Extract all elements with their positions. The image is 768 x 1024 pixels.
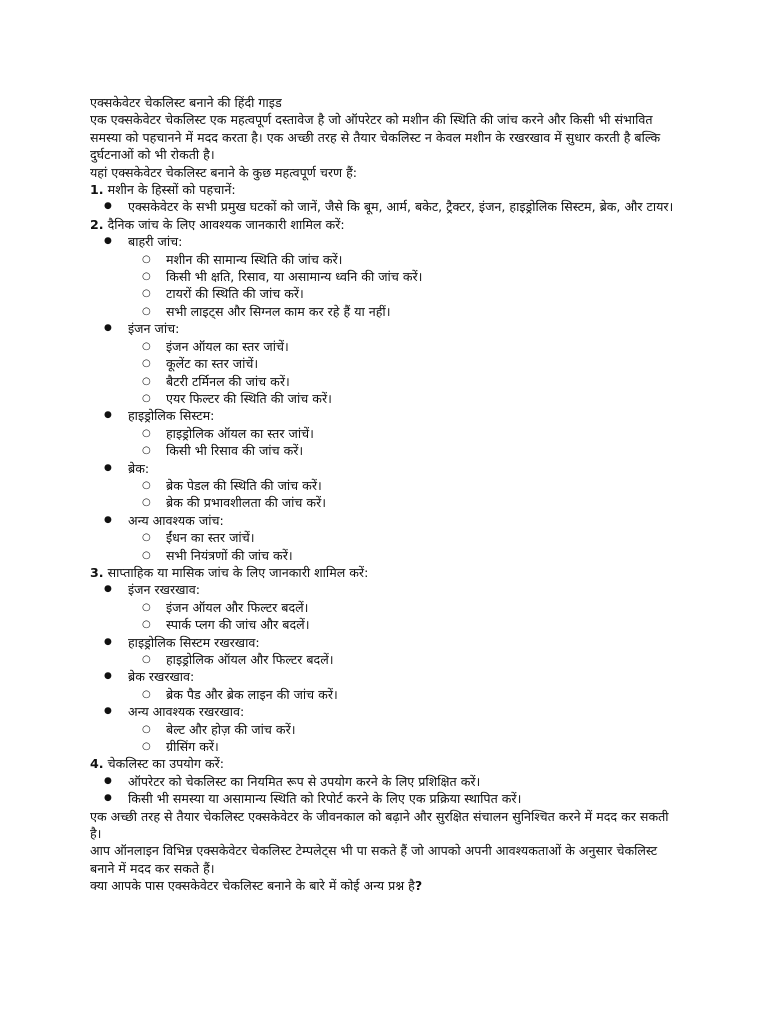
bullet-list xyxy=(90,233,675,564)
section-heading-text: चेकलिस्ट का उपयोग करें: xyxy=(107,756,225,772)
sub-bullet-list xyxy=(128,599,675,634)
sub-bullet-item: ○ बैटरी टर्मिनल की जांच करें। xyxy=(128,373,675,390)
bullet-item xyxy=(90,320,675,407)
bullet-item xyxy=(90,407,675,459)
sub-bullet-list xyxy=(128,477,675,512)
question-mark: ? xyxy=(414,878,423,894)
sub-bullet-item: ○ टायरों की स्थिति की जांच करें। xyxy=(128,285,675,302)
section-heading xyxy=(90,564,675,581)
section-heading-text: साप्ताहिक या मासिक जांच के लिए जानकारी शामिल करें: xyxy=(107,564,369,580)
closing-paragraph: एक अच्छी तरह से तैयार चेकलिस्ट एक्सकेवेटर के जीवनकाल को बढ़ाने और सुरक्षित संचालन सुनिश्चित करने में मदद कर सकती है। xyxy=(90,808,669,842)
bullet-list xyxy=(90,581,675,755)
sub-bullet-item: ○ मशीन की सामान्य स्थिति की जांच करें। xyxy=(128,251,675,268)
sub-bullet-item: ○ ब्रेक पेडल की स्थिति की जांच करें। xyxy=(128,477,675,494)
bullet-item xyxy=(90,668,675,703)
bullet-list xyxy=(90,198,675,215)
bullet-item xyxy=(90,703,675,755)
bullet-item xyxy=(90,198,675,215)
bullet-item-label: बाहरी जांच: xyxy=(128,234,183,250)
document-body xyxy=(90,94,675,895)
section-3 xyxy=(90,564,675,755)
bullet-item xyxy=(90,233,675,320)
bullet-item xyxy=(90,790,675,807)
sub-bullet-item: ○ कूलेंट का स्तर जांचें। xyxy=(128,355,675,372)
bullet-item-label: अन्य आवश्यक जांच: xyxy=(128,512,224,528)
section-heading-text: दैनिक जांच के लिए आवश्यक जानकारी शामिल करें: xyxy=(107,216,345,232)
bullet-item-label: अन्य आवश्यक रखरखाव: xyxy=(128,704,245,720)
bullet-item-label: किसी भी समस्या या असामान्य स्थिति को रिपोर्ट करने के लिए एक प्रक्रिया स्थापित करें। xyxy=(128,791,522,807)
intro-paragraph: एक एक्सकेवेटर चेकलिस्ट एक महत्वपूर्ण दस्तावेज है जो ऑपरेटर को मशीन की स्थिति की जांच करने और किसी भी संभावित समस्या को पहचानने में मदद करता है। एक अच्छी तरह से तैयार चेकलिस्ट न केवल मशीन के रखरखाव में सुधार करती है बल्कि दुर्घटनाओं को भी रोकती है। xyxy=(90,112,661,163)
sub-bullet-item: ○ ब्रेक की प्रभावशीलता की जांच करें। xyxy=(128,494,675,511)
bullet-item-label: ऑपरेटर को चेकलिस्ट का नियमित रूप से उपयोग करने के लिए प्रशिक्षित करें। xyxy=(128,773,481,789)
sub-bullet-list xyxy=(128,251,675,321)
sub-bullet-item: ○ इंजन ऑयल का स्तर जांचें। xyxy=(128,338,675,355)
bullet-item xyxy=(90,581,675,633)
sub-bullet-list xyxy=(128,338,675,408)
sub-bullet-item: ○ बेल्ट और होज़ की जांच करें। xyxy=(128,721,675,738)
sub-bullet-list xyxy=(128,529,675,564)
templates-paragraph: आप ऑनलाइन विभिन्न एक्सकेवेटर चेकलिस्ट टेम्पलेट्स भी पा सकते हैं जो आपको अपनी आवश्यकताओं के अनुसार चेकलिस्ट बनाने में मदद कर सकते हैं। xyxy=(90,843,658,876)
sub-bullet-item: ○ इंजन ऑयल और फिल्टर बदलें। xyxy=(128,599,675,616)
sub-bullet-item: ○ ईंधन का स्तर जांचें। xyxy=(128,529,675,546)
sub-bullet-item: ○ एयर फिल्टर की स्थिति की जांच करें। xyxy=(128,390,675,407)
section-heading xyxy=(90,216,675,233)
document-title: एक्सकेवेटर चेकलिस्ट बनाने की हिंदी गाइड xyxy=(90,95,282,110)
sub-bullet-item: ○ स्पार्क प्लग की जांच और बदलें। xyxy=(128,616,675,633)
section-2 xyxy=(90,216,675,564)
sub-bullet-item: ○ ग्रीसिंग करें। xyxy=(128,738,675,755)
section-number: 3. xyxy=(90,564,104,580)
bullet-item-label: ब्रेक रखरखाव: xyxy=(128,669,195,685)
section-number: 1. xyxy=(90,182,104,198)
sub-bullet-item: ○ हाइड्रोलिक ऑयल का स्तर जांचें। xyxy=(128,425,675,442)
section-heading xyxy=(90,755,675,772)
sub-bullet-list xyxy=(128,425,675,460)
bullet-item-label: ब्रेक: xyxy=(128,460,150,476)
bullet-item xyxy=(90,634,675,669)
sub-bullet-item: ○ सभी लाइट्स और सिग्नल काम कर रहे हैं या नहीं। xyxy=(128,303,675,320)
section-number: 2. xyxy=(90,216,104,232)
sub-bullet-item: ○ सभी नियंत्रणों की जांच करें। xyxy=(128,547,675,564)
sub-bullet-item: ○ किसी भी क्षति, रिसाव, या असामान्य ध्वनि की जांच करें। xyxy=(128,268,675,285)
question-line xyxy=(90,877,675,894)
sub-bullet-item: ○ ब्रेक पैड और ब्रेक लाइन की जांच करें। xyxy=(128,686,675,703)
question-text: क्या आपके पास एक्सकेवेटर चेकलिस्ट बनाने के बारे में कोई अन्य प्रश्न है xyxy=(90,878,415,894)
bullet-item-label: हाइड्रोलिक सिस्टम रखरखाव: xyxy=(128,634,260,650)
section-heading-text: मशीन के हिस्सों को पहचानें: xyxy=(107,182,236,198)
bullet-item-label: इंजन जांच: xyxy=(128,321,180,337)
sub-bullet-item: ○ किसी भी रिसाव की जांच करें। xyxy=(128,442,675,459)
sub-bullet-item: ○ हाइड्रोलिक ऑयल और फिल्टर बदलें। xyxy=(128,651,675,668)
section-heading xyxy=(90,181,675,198)
checklist-sections xyxy=(90,181,675,808)
bullet-item xyxy=(90,512,675,564)
bullet-item-label: हाइड्रोलिक सिस्टम: xyxy=(128,408,215,424)
sub-bullet-list xyxy=(128,721,675,756)
sub-bullet-list xyxy=(128,651,675,668)
bullet-item xyxy=(90,773,675,790)
bullet-item xyxy=(90,460,675,512)
sub-bullet-list xyxy=(128,686,675,703)
section-4 xyxy=(90,755,675,807)
section-1 xyxy=(90,181,675,216)
bullet-item-label: इंजन रखरखाव: xyxy=(128,582,200,598)
steps-intro: यहां एक्सकेवेटर चेकलिस्ट बनाने के कुछ महत्वपूर्ण चरण हैं: xyxy=(90,164,358,180)
section-number: 4. xyxy=(90,756,104,772)
bullet-item-label: एक्सकेवेटर के सभी प्रमुख घटकों को जानें, जैसे कि बूम, आर्म, बकेट, ट्रैक्टर, इंजन, हाइड्रोलिक सिस्टम, ब्रेक, और टायर। xyxy=(128,199,674,215)
bullet-list xyxy=(90,773,675,808)
